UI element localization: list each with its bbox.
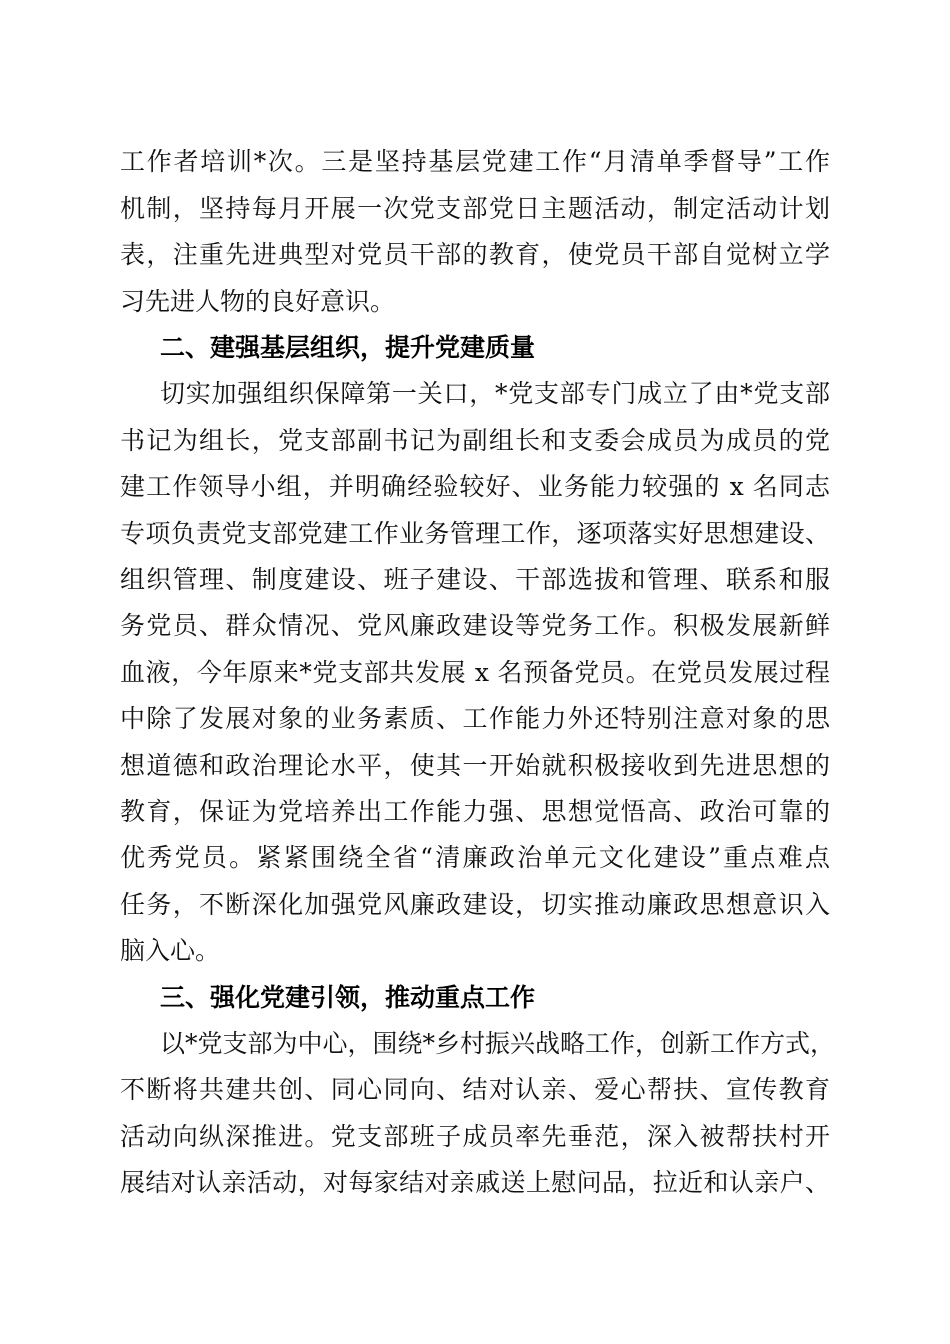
section-heading-3: 三、强化党建引领，推动重点工作 (160, 983, 536, 1012)
paragraph-line: 展结对认亲活动，对每家结对亲戚送上慰问品，拉近和认亲户、 (120, 1168, 830, 1197)
paragraph-line: 专项负责党支部党建工作业务管理工作，逐项落实好思想建设、 (120, 519, 830, 548)
paragraph-line: 优秀党员。紧紧围绕全省“清廉政治单元文化建设”重点难点 (120, 843, 830, 872)
paragraph-line: 表，注重先进典型对党员干部的教育，使党员干部自觉树立学 (120, 240, 830, 269)
paragraph-line: 书记为组长，党支部副书记为副组长和支委会成员为成员的党 (120, 426, 830, 455)
paragraph-line: 务党员、群众情况、党风廉政建设等党务工作。积极发展新鲜 (120, 611, 830, 640)
paragraph-line: 血液，今年原来*党支部共发展 x 名预备党员。在党员发展过程 (120, 658, 830, 687)
paragraph-line: 任务，不断深化加强党风廉政建设，切实推动廉政思想意识入 (120, 890, 830, 919)
paragraph-line: 脑入心。 (120, 936, 221, 965)
paragraph-line: 不断将共建共创、同心同向、结对认亲、爱心帮扶、宣传教育 (120, 1075, 830, 1104)
paragraph-line: 工作者培训*次。三是坚持基层党建工作“月清单季督导”工作 (120, 147, 830, 176)
paragraph-line: 活动向纵深推进。党支部班子成员率先垂范，深入被帮扶村开 (120, 1122, 830, 1151)
section-heading-2: 二、建强基层组织，提升党建质量 (160, 333, 536, 362)
paragraph-line: 教育，保证为党培养出工作能力强、思想觉悟高、政治可靠的 (120, 797, 830, 826)
paragraph-line: 以*党支部为中心，围绕*乡村振兴战略工作，创新工作方式， (160, 1029, 836, 1058)
paragraph-line: 建工作领导小组，并明确经验较好、业务能力较强的 x 名同志 (120, 472, 830, 501)
paragraph-line: 机制，坚持每月开展一次党支部党日主题活动，制定活动计划 (120, 194, 830, 223)
paragraph-line: 组织管理、制度建设、班子建设、干部选拔和管理、联系和服 (120, 565, 830, 594)
paragraph-line: 想道德和政治理论水平，使其一开始就积极接收到先进思想的 (120, 751, 830, 780)
paragraph-line: 习先进人物的良好意识。 (120, 287, 396, 316)
paragraph-line: 切实加强组织保障第一关口，*党支部专门成立了由*党支部 (160, 379, 830, 408)
paragraph-line: 中除了发展对象的业务素质、工作能力外还特别注意对象的思 (120, 704, 830, 733)
